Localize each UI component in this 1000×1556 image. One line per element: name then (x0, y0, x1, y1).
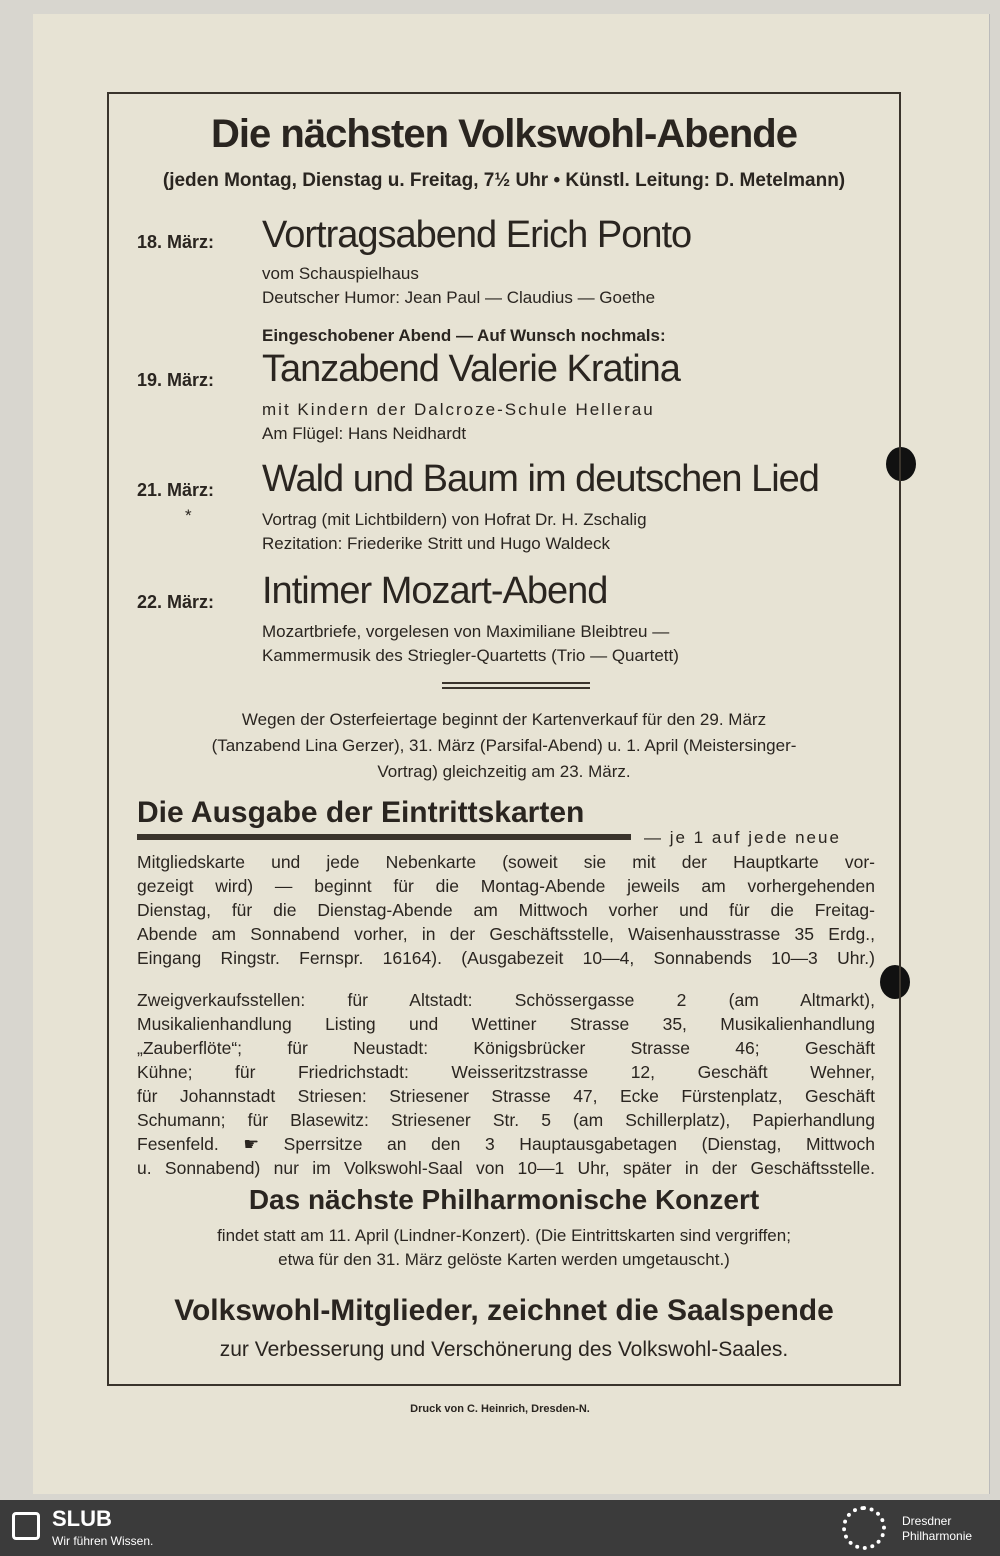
body-line: für Johannstadt Striesen: Striesener Strasse 47, Ecke Fürstenplatz, Geschäft (137, 1086, 875, 1106)
body-line: — je 1 auf jede neue (644, 828, 841, 847)
body-line: Eingang Ringstr. Fernspr. 16164). (Ausgabezeit 10—4, Sonnabends 10—3 Uhr.) (137, 948, 875, 968)
event-date: 22. März: (137, 592, 215, 612)
subtitle: (jeden Montag, Dienstag u. Freitag, 7½ Uhr • Künstl. Leitung: D. Metelmann) (162, 170, 846, 191)
body-line: Mitgliedskarte und jede Nebenkarte (soweit sie mit der Hauptkarte vor- (137, 852, 875, 872)
viewer-footer (0, 1500, 1000, 1556)
event-date: 21. März: (137, 480, 215, 500)
body-line: etwa für den 31. März gelöste Karten werden umgetauscht.) (278, 1250, 730, 1269)
event-line: Rezitation: Friederike Stritt und Hugo Waldeck (262, 534, 611, 553)
event-title: Tanzabend Valerie Kratina (262, 348, 680, 390)
event-date: 18. März: (137, 232, 215, 252)
body-line: Kühne; für Friedrichstadt: Weisseritzstrasse 12, Geschäft Wehner, (137, 1062, 875, 1082)
heading-underline (137, 834, 631, 840)
poster-frame (107, 92, 901, 1386)
philharmonie-logo-icon (842, 1506, 886, 1550)
concert-heading: Das nächste Philharmonische Konzert (248, 1184, 760, 1215)
asterisk-mark: * (185, 506, 192, 525)
event-line: Am Flügel: Hans Neidhardt (262, 424, 467, 443)
body-line: Fesenfeld. ☛ Sperrsitze an den 3 Hauptausgabetagen (Dienstag, Mittwoch (137, 1134, 875, 1154)
event-note: Eingeschobener Abend — Auf Wunsch nochmals: (262, 326, 666, 345)
event-line: Deutscher Humor: Jean Paul — Claudius — Goethe (262, 288, 656, 307)
divider (442, 687, 590, 689)
slub-logo-text[interactable]: SLUB (52, 1506, 112, 1531)
page-title: Die nächsten Volkswohl-Abende (211, 112, 797, 156)
event-line: vom Schauspielhaus (262, 264, 419, 283)
event-line: Vortrag (mit Lichtbildern) von Hofrat Dr. H. Zschalig (262, 510, 647, 529)
body-line: Musikalienhandlung Listing und Wettiner Strasse 35, Musikalienhandlung (137, 1014, 875, 1034)
notice-line: (Tanzabend Lina Gerzer), 31. März (Parsifal-Abend) u. 1. April (Meistersinger- (211, 736, 797, 755)
body-line: Schumann; für Blasewitz: Striesener Str. 5 (am Schillerplatz), Papierhandlung (137, 1110, 875, 1130)
body-line: Dienstag, für die Dienstag-Abende am Mittwoch vorher und für die Freitag- (137, 900, 875, 920)
event-title: Wald und Baum im deutschen Lied (262, 458, 819, 500)
event-date: 19. März: (137, 370, 215, 390)
body-line: findet statt am 11. April (Lindner-Konzert). (Die Eintrittskarten sind vergriffen; (217, 1226, 791, 1245)
event-line: Kammermusik des Striegler-Quartetts (Trio — Quartett) (262, 646, 679, 665)
event-title: Vortragsabend Erich Ponto (262, 214, 692, 256)
divider (442, 682, 590, 684)
appeal-heading: Volkswohl-Mitglieder, zeichnet die Saalspende (174, 1294, 834, 1327)
printer-credit: Druck von C. Heinrich, Dresden-N. (410, 1403, 590, 1415)
body-line: Abende am Sonnabend vorher, in der Geschäftsstelle, Waisenhausstrasse 35 Erdg., (137, 924, 875, 944)
notice-line: Vortrag) gleichzeitig am 23. März. (377, 762, 631, 781)
appeal-subtitle: zur Verbesserung und Verschönerung des Volkswohl-Saales. (219, 1338, 789, 1361)
event-line: Mozartbriefe, vorgelesen von Maximiliane Bleibtreu — (262, 622, 670, 641)
philharmonie-logo-text: Dresdner (902, 1514, 952, 1528)
notice-line: Wegen der Osterfeiertage beginnt der Kartenverkauf für den 29. März (241, 710, 767, 729)
body-line: u. Sonnabend) nur im Volkswohl-Saal von 10—1 Uhr, später in der Geschäftsstelle. (137, 1158, 875, 1178)
slub-logo-icon (12, 1512, 40, 1540)
event-title: Intimer Mozart-Abend (262, 570, 608, 612)
body-line: Zweigverkaufsstellen: für Altstadt: Schössergasse 2 (am Altmarkt), (137, 990, 875, 1010)
body-line: gezeigt wird) — beginnt für die Montag-Abende jeweils am vorhergehenden (137, 876, 875, 896)
event-line: mit Kindern der Dalcroze-Schule Hellerau (262, 400, 655, 419)
slub-tagline: Wir führen Wissen. (52, 1534, 154, 1548)
philharmonie-logo-text: Philharmonie (902, 1529, 973, 1543)
section-heading: Die Ausgabe der Eintrittskarten (137, 796, 585, 829)
body-line: „Zauberflöte“; für Neustadt: Königsbrücker Strasse 46; Geschäft (137, 1038, 875, 1058)
